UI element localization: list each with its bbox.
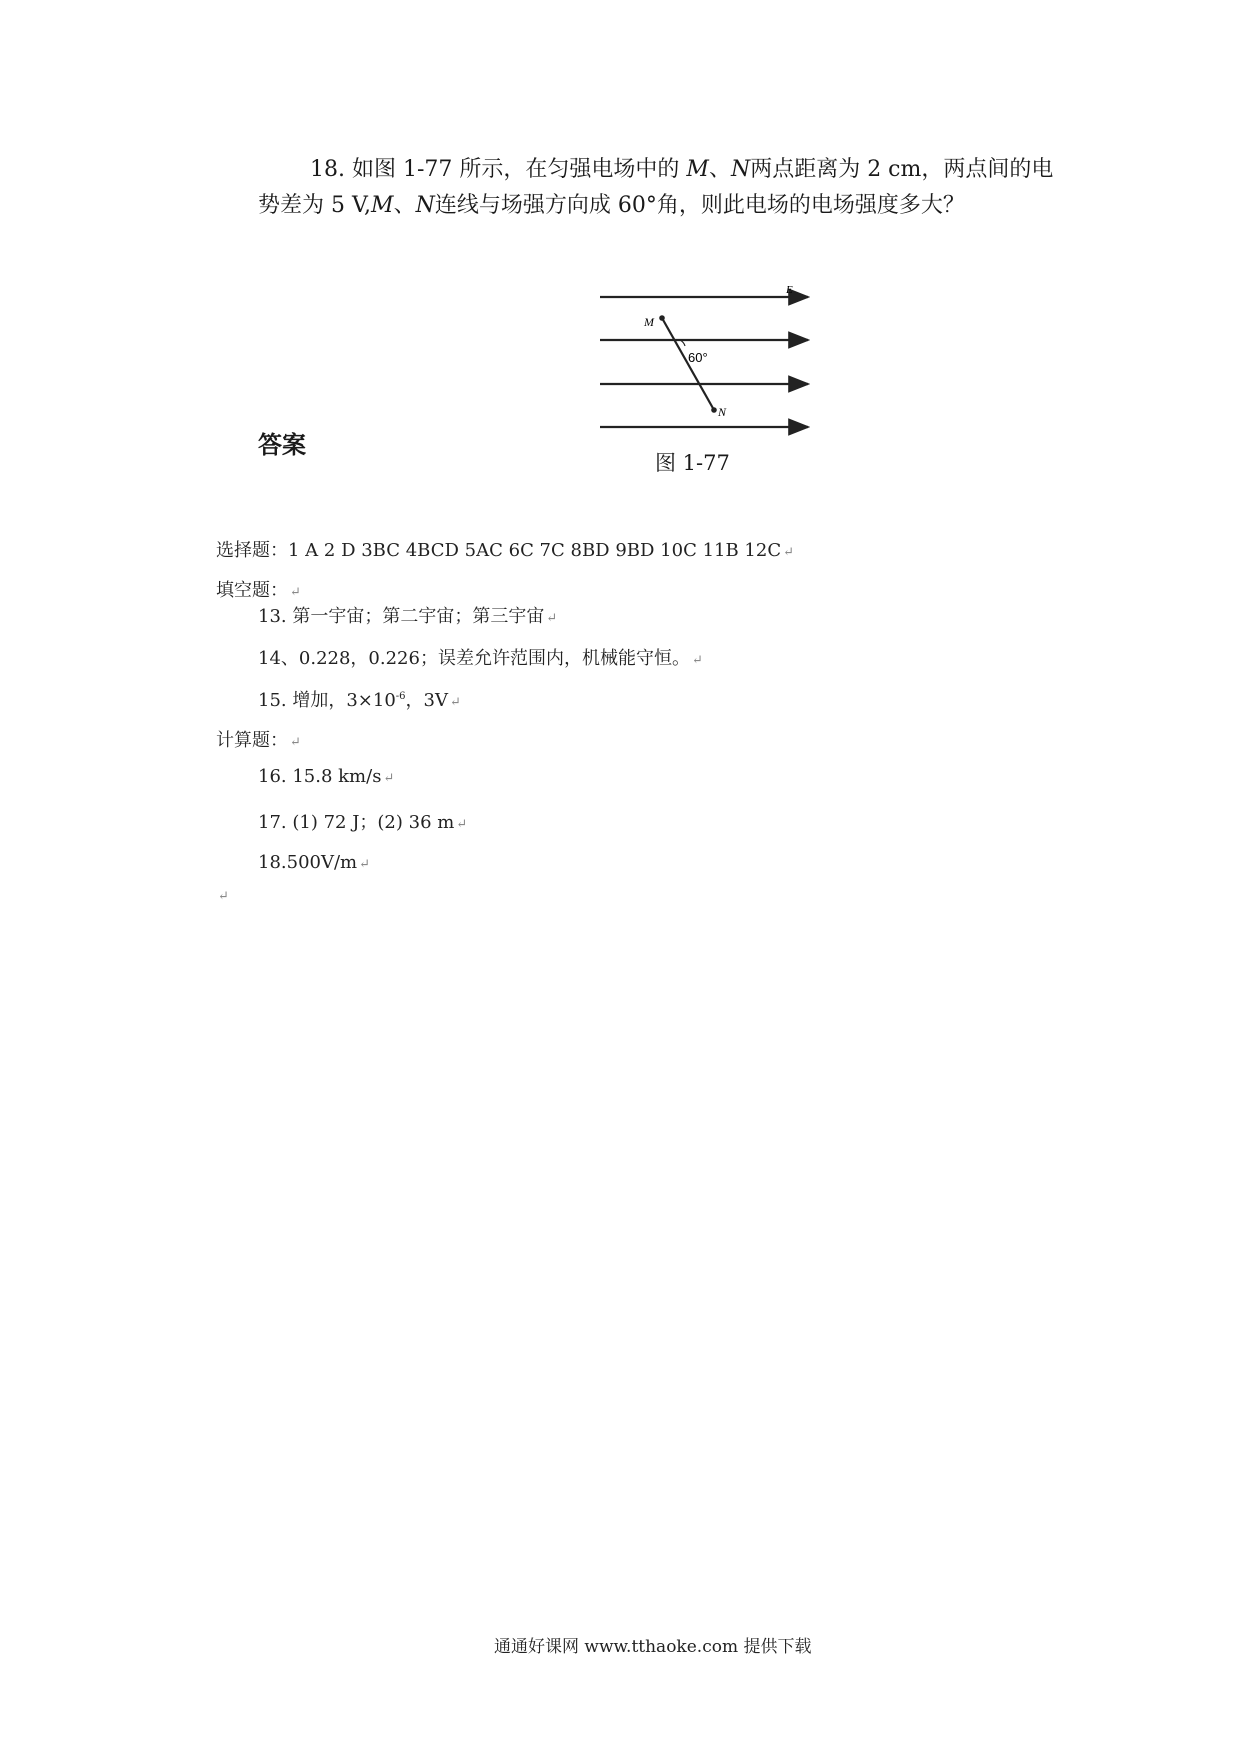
- answer-17: 17. (1) 72 J；(2) 36 m ↵: [258, 812, 468, 833]
- question-18: 18. 如图 1-77 所示，在匀强电场中的 M、N两点距离为 2 cm，两点间的电势差为 5 V,M、N连线与场强方向成 60°角，则此电场的电场强度多大？: [258, 157, 1054, 218]
- label-e: E: [786, 284, 793, 296]
- calc-label: 计算题： ↵: [216, 730, 301, 751]
- page-footer: 通通好课网 www.tthaoke.com 提供下载: [494, 1637, 812, 1657]
- answer-15: 15. 增加，$3\times 10^{-6}$，3V ↵: [258, 690, 461, 711]
- fill-label: 填空题： ↵: [216, 580, 301, 601]
- answer-18: 18.500V/m ↵: [258, 852, 371, 873]
- choice-answers: 选择题：1 A 2 D 3BC 4BCD 5AC 6C 7C 8BD 9BD 10C 11B 12C ↵: [216, 540, 795, 561]
- answer-13: 13. 第一宇宙；第二宇宙；第三宇宙 ↵: [258, 606, 558, 627]
- electric-field-figure: [600, 282, 820, 442]
- label-angle: 60°: [688, 350, 708, 365]
- point-n: [711, 407, 717, 413]
- label-m: M: [644, 315, 654, 329]
- label-n: N: [718, 405, 727, 419]
- trailing-return-mark: ↵: [218, 889, 229, 904]
- answer-16: 16. 15.8 km/s ↵: [258, 766, 395, 787]
- figure-caption: 图 1-77: [655, 451, 730, 475]
- answer-14: 14、0.228，0.226；误差允许范围内，机械能守恒。 ↵: [258, 648, 703, 669]
- answer-heading: 答案: [258, 431, 306, 459]
- point-m: [659, 315, 665, 321]
